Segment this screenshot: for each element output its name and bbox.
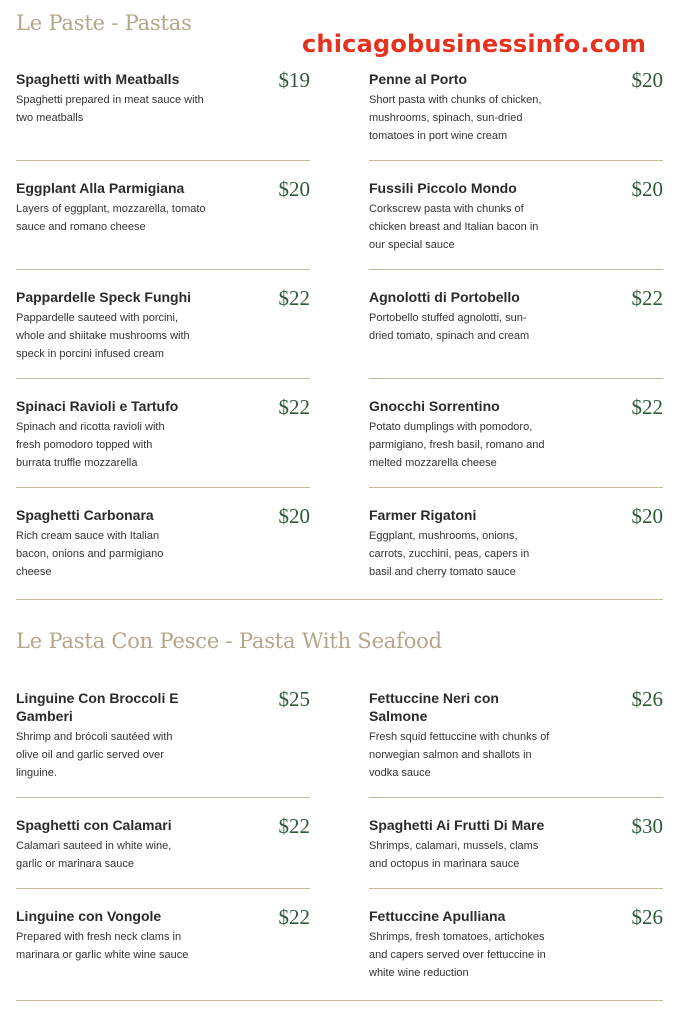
item-price: $22 [278,395,310,419]
watermark-text: chicagobusinessinfo.com [302,30,647,58]
divider [369,888,663,889]
item-description: Calamari sauteed in white wine, garlic or marinara sauce [16,840,172,870]
section-title-pastas: Le Paste - Pastas [16,11,192,35]
item-description: Portobello stuffed agnolotti, sun-dried tomato, spinach and cream [369,312,530,342]
item-price: $22 [278,814,310,838]
menu-item [16,816,310,873]
item-description: Pappardelle sauteed with porcini, whole and shiitake mushrooms with speck in porcini infused cream [16,312,190,360]
section-divider [16,599,663,600]
menu-item [369,397,663,472]
menu-item [16,179,310,236]
item-price: $20 [278,177,310,201]
item-description: Shrimp and brócoli sautéed with olive oil and garlic served over linguine. [16,731,173,779]
item-description: Potato dumplings with pomodoro, parmigiano, fresh basil, romano and melted mozzarella cheese [369,421,545,469]
divider [369,487,663,488]
item-name: Spaghetti with Meatballs [16,71,180,87]
item-price: $26 [631,905,663,929]
item-description: Eggplant, mushrooms, onions, carrots, zucchini, peas, capers in basil and cherry tomato sauce [369,530,530,578]
item-description: Short pasta with chunks of chicken, mushrooms, spinach, sun-dried tomatoes in port wine cream [369,94,542,142]
item-name: Eggplant Alla Parmigiana [16,180,185,196]
item-name: Spaghetti Ai Frutti Di Mare [369,817,545,833]
item-description: Shrimps, calamari, mussels, clams and octopus in marinara sauce [369,840,539,870]
divider [16,269,310,270]
item-price: $20 [631,177,663,201]
item-price: $20 [631,68,663,92]
menu-item [369,70,663,145]
item-description: Layers of eggplant, mozzarella, tomato sauce and romano cheese [16,203,206,233]
item-price: $19 [278,68,310,92]
menu-item [16,689,310,782]
section-title-seafood: Le Pasta Con Pesce - Pasta With Seafood [16,629,442,653]
item-name: Fettuccine Apulliana [369,908,506,924]
item-name: Linguine Con Broccoli E Gamberi [16,690,179,724]
item-name: Spaghetti Carbonara [16,507,154,523]
item-description: Spinach and ricotta ravioli with fresh pomodoro topped with burrata truffle mozzarella [16,421,165,469]
item-description: Fresh squid fettuccine with chunks of norwegian salmon and shallots in vodka sauce [369,731,550,779]
divider [16,797,310,798]
divider [16,487,310,488]
divider [369,378,663,379]
item-name: Penne al Porto [369,71,468,87]
divider [369,160,663,161]
divider [16,160,310,161]
item-price: $20 [631,504,663,528]
item-price: $20 [278,504,310,528]
item-name: Fettuccine Neri con Salmone [369,690,499,724]
item-name: Fussili Piccolo Mondo [369,180,517,196]
menu-item [16,288,310,363]
item-description: Rich cream sauce with Italian bacon, onions and parmigiano cheese [16,530,164,578]
item-price: $22 [631,395,663,419]
item-name: Pappardelle Speck Funghi [16,289,192,305]
item-description: Corkscrew pasta with chunks of chicken breast and Italian bacon in our special sauce [369,203,539,251]
divider [369,269,663,270]
item-name: Farmer Rigatoni [369,507,477,523]
menu-item [369,816,663,873]
menu-item [369,179,663,254]
item-price: $22 [631,286,663,310]
menu-item [16,70,310,127]
menu-item [369,506,663,581]
item-price: $22 [278,286,310,310]
menu-item [369,288,663,345]
menu-item [16,907,310,964]
menu-item [16,506,310,581]
item-description: Prepared with fresh neck clams in marinara or garlic white wine sauce [16,931,189,961]
item-name: Linguine con Vongole [16,908,162,924]
item-name: Spaghetti con Calamari [16,817,172,833]
divider [369,797,663,798]
menu-item [369,689,663,782]
item-price: $22 [278,905,310,929]
divider [16,378,310,379]
item-name: Spinaci Ravioli e Tartufo [16,398,179,414]
item-name: Gnocchi Sorrentino [369,398,500,414]
divider [16,888,310,889]
section-divider [16,1000,663,1001]
item-price: $30 [631,814,663,838]
item-description: Spaghetti prepared in meat sauce with two meatballs [16,94,204,124]
item-name: Agnolotti di Portobello [369,289,520,305]
item-description: Shrimps, fresh tomatoes, artichokes and capers served over fettuccine in white wine reduction [369,931,546,979]
menu-item [16,397,310,472]
menu-item [369,907,663,982]
item-price: $26 [631,687,663,711]
item-price: $25 [278,687,310,711]
